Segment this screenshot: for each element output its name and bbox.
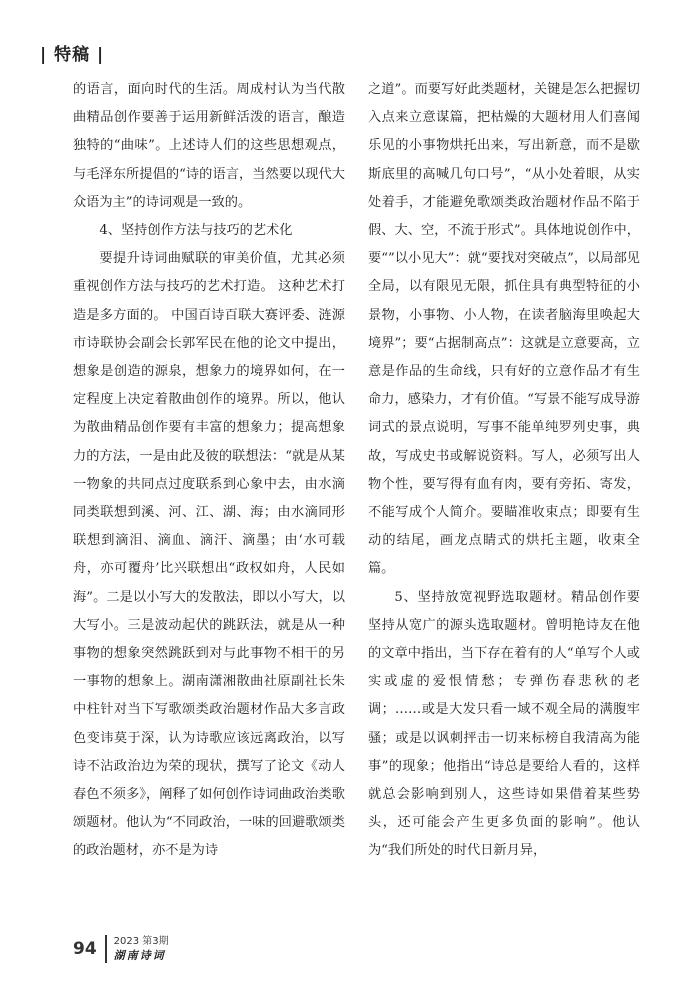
page-footer (73, 934, 169, 964)
right-column (368, 76, 640, 866)
footer-meta (114, 937, 169, 961)
paragraph: 之道”。而要写好此类题材，关键是怎么把握切入点来立意谋篇，把枯燥的大题材用人们喜闻乐见的小事物烘托出来，写出新意，而不是歇斯底里的高喊几句口号”，“从小处着眼，从实处着手，才能避免歌颂类政治题材作品不陷于假、大、空，不流于形式”。具体地说创作中，要“”以小见大”：就“要找对突破点”，以局部见全局，以有限见无限，抓住具有典型特征的小景物，小事物、小人物，在读者脑海里唤起大境界”；要“占据制高点”：这就是立意要高，立意是作品的生命线，只有好的立意作品才有生命力，感染力，才有价值。“写景不能写成导游词式的景点说明，写事不能单纯罗列史事，典故，写成史书或解说资料。写人，必须写出人物个性，要写得有血有肉，要有旁拓、寄发，不能写成个人简介。要瞄准收束点；即要有生动的结尾，画龙点睛式的烘托主题，收束全篇。 (368, 82, 640, 577)
page-number: 94 (73, 939, 97, 959)
footer-divider (105, 935, 107, 963)
paragraph: 要提升诗词曲赋联的审美价值，尤其必须重视创作方法与技巧的艺术打造。 这种艺术打造是多方面的。 中国百诗百联大赛评委、涟源市诗联协会副会长郭军民在他的论文中提出，想象是创造的源泉，想象力的境界如何，在一定程度上决定着散曲创作的境界。所以，他认为散曲精品创作要有丰富的想象力；提高想象力的方法，一是由此及彼的联想法：“就是从某一物象的共同点过度联系到心象中去，由水滴同类联想到溪、河、江、湖、海；由水滴同形联想到滴泪、滴血、滴汗、滴墨；由‘水可载舟，亦可覆舟’比兴联想出“政权如舟，人民如海”。二是以小写大的发散法，即以小写大，以大写小。三是波动起伏的跳跃法，就是从一种事物的想象突然跳跃到对与此事物不相干的另一事物的想象上。湖南潇湘散曲社原副社长朱中柱针对当下写歌颂类政治题材作品大多言政色变讳莫于深，认为诗歌应该远离政治，以写诗不沾政治边为荣的现状，撰写了论文《动人春色不须多》，阐释了如何创作诗词曲政治类歌颂题材。他认为“不同政治，一味的回避歌颂类的政治题材，亦不是为诗 (73, 251, 345, 859)
section-tag: | 特稿 | (40, 45, 105, 65)
paragraph: 5、坚持放宽视野选取题材。精品创作要坚持从宽广的源头选取题材。曾明艳诗友在他的文章中指出，当下存在着有的人“单写个人或实或虚的爱恨情愁；专弹伤春悲秋的老调；……或是大发只看一域不观全局的满腹牢骚；或是以讽刺抨击一切来标榜自我清高为能事”的现象；他指出“诗总是要给人看的，这样就总会影响到别人，这些诗如果借着某些势头，还可能会产生更多负面的影响”。他认为“我们所处的时代日新月异， (368, 589, 640, 859)
magazine-title: 湖南诗词 (113, 949, 166, 962)
issue-label: 2023 第3期 (113, 936, 169, 947)
section-heading: 4、坚持创作方法与技巧的艺术化 (99, 223, 293, 239)
paragraph: 的语言，面向时代的生活。周成村认为当代散曲精品创作要善于运用新鲜活泼的语言，酿造独特的“曲味”。上述诗人们的这些思想观点，与毛泽东所提倡的“诗的语言，当然要以现代大众语为主”的诗词观是一致的。 (73, 82, 345, 210)
left-column (73, 76, 345, 866)
